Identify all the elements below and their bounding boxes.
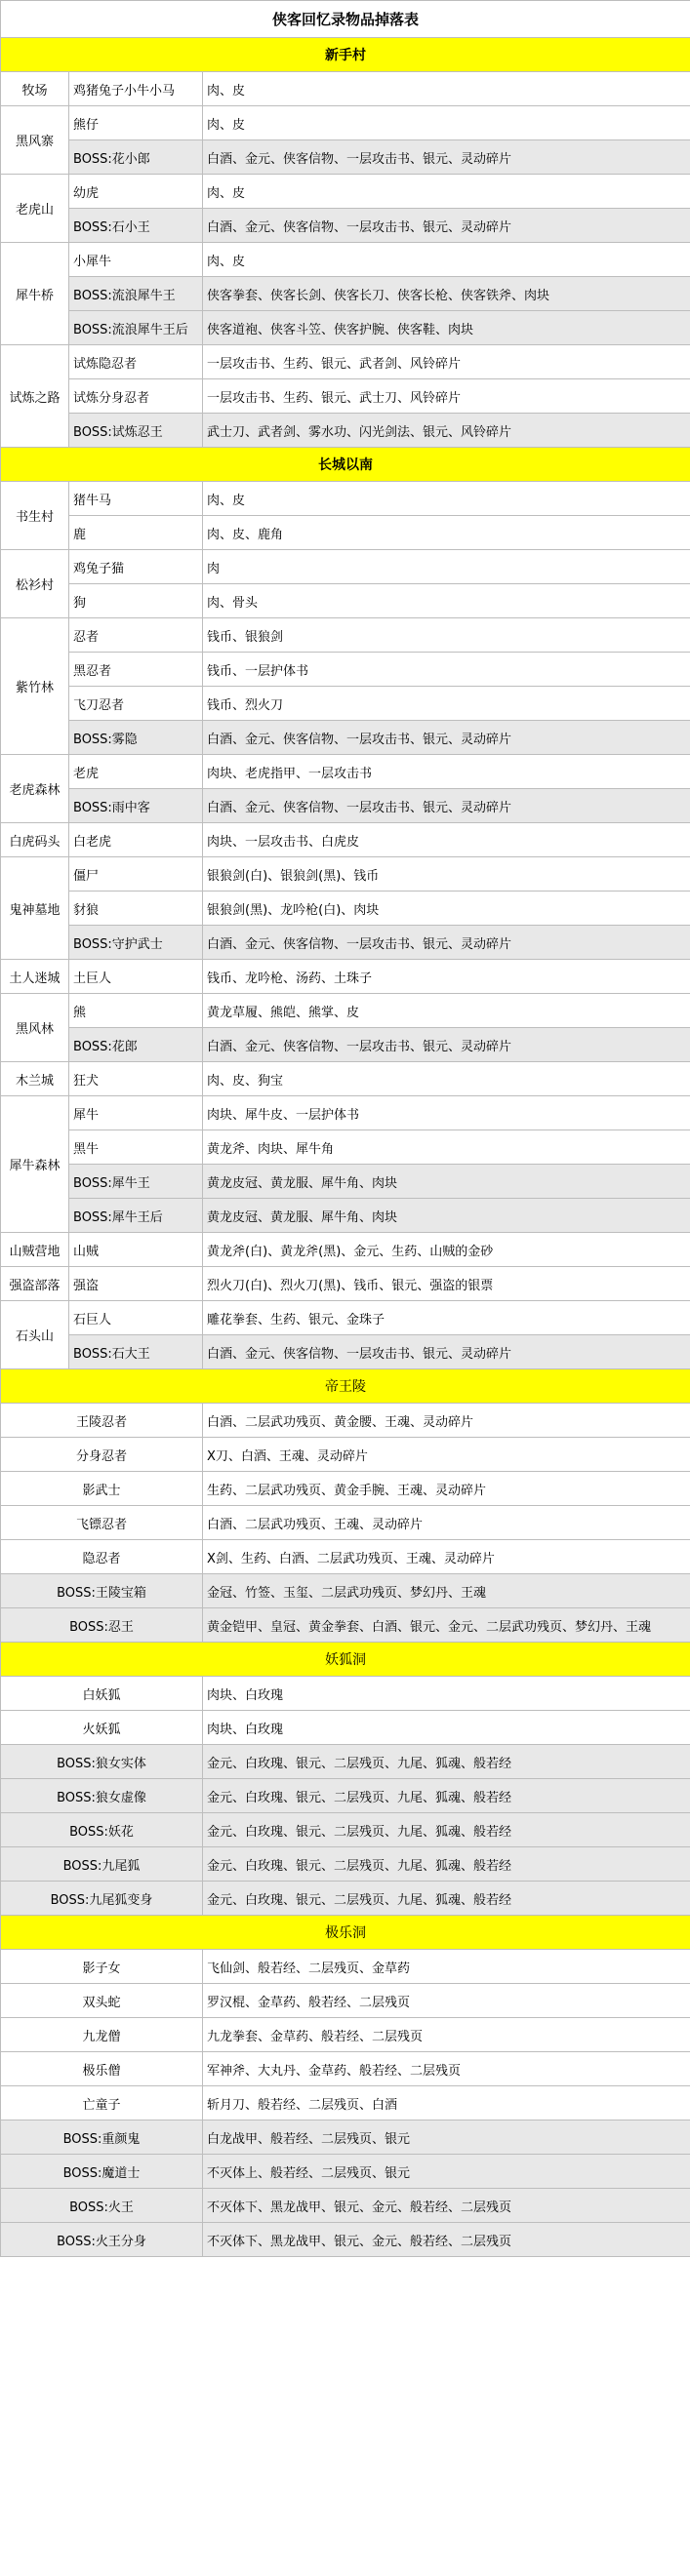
drops-cell: 生药、二层武功残页、黄金手腕、王魂、灵动碎片 (203, 1472, 690, 1506)
drops-cell: 黄龙草履、熊皑、熊掌、皮 (203, 994, 690, 1028)
table-row (1, 2120, 690, 2155)
drops-cell: 白酒、金元、侠客信物、一层攻击书、银元、灵动碎片 (203, 721, 690, 755)
table-row (1, 1028, 690, 1062)
drops-cell: 肉、皮 (203, 72, 690, 106)
table-row (1, 721, 690, 755)
monster-cell: 隐忍者 (1, 1540, 203, 1574)
monster-cell: BOSS:花郎 (69, 1028, 203, 1062)
drops-cell: 肉块、犀牛皮、一层护体书 (203, 1096, 690, 1130)
table-row (1, 1677, 690, 1711)
location-cell: 试炼之路 (1, 345, 69, 448)
table-row (1, 2189, 690, 2223)
section-header: 新手村 (1, 38, 690, 72)
monster-cell: BOSS:雾隐 (69, 721, 203, 755)
monster-cell: 试炼隐忍者 (69, 345, 203, 379)
table-row (1, 175, 690, 209)
drops-cell: 肉、皮、狗宝 (203, 1062, 690, 1096)
monster-cell: BOSS:花小郎 (69, 140, 203, 175)
section-header-row (1, 448, 690, 482)
table-row (1, 379, 690, 414)
drops-cell: 白龙战甲、般若经、二层残页、银元 (203, 2120, 690, 2155)
table-row (1, 1847, 690, 1882)
table-row (1, 687, 690, 721)
location-cell: 强盗部落 (1, 1267, 69, 1301)
drops-cell: 肉块、老虎指甲、一层攻击书 (203, 755, 690, 789)
monster-cell: 山贼 (69, 1233, 203, 1267)
monster-cell: 亡童子 (1, 2086, 203, 2120)
table-row (1, 1540, 690, 1574)
table-row (1, 1950, 690, 1984)
monster-cell: BOSS:重颜鬼 (1, 2120, 203, 2155)
table-row (1, 1506, 690, 1540)
monster-cell: 犀牛 (69, 1096, 203, 1130)
monster-cell: 飞刀忍者 (69, 687, 203, 721)
location-cell: 牧场 (1, 72, 69, 106)
drops-cell: 银狼剑(白)、银狼剑(黑)、钱币 (203, 857, 690, 892)
drops-cell: 白酒、金元、侠客信物、一层攻击书、银元、灵动碎片 (203, 1335, 690, 1369)
table-row (1, 1130, 690, 1165)
page-title: 侠客回忆录物品掉落表 (1, 1, 690, 38)
drops-cell: 肉块、白玫瑰 (203, 1677, 690, 1711)
monster-cell: BOSS:王陵宝箱 (1, 1574, 203, 1608)
drops-cell: 肉、皮 (203, 106, 690, 140)
monster-cell: BOSS:九尾狐变身 (1, 1882, 203, 1916)
table-row (1, 414, 690, 448)
monster-cell: 影子女 (1, 1950, 203, 1984)
monster-cell: 忍者 (69, 618, 203, 653)
monster-cell: 黑牛 (69, 1130, 203, 1165)
table-row (1, 550, 690, 584)
drops-cell: 飞仙剑、般若经、二层残页、金草药 (203, 1950, 690, 1984)
drops-cell: 武士刀、武者剑、雾水功、闪光剑法、银元、风铃碎片 (203, 414, 690, 448)
monster-cell: BOSS:火王 (1, 2189, 203, 2223)
monster-cell: 狂犬 (69, 1062, 203, 1096)
table-row (1, 2018, 690, 2052)
drops-cell: 不灭体下、黑龙战甲、银元、金元、般若经、二层残页 (203, 2189, 690, 2223)
drops-cell: 一层攻击书、生药、银元、武士刀、风铃碎片 (203, 379, 690, 414)
table-row (1, 584, 690, 618)
monster-cell: BOSS:石小王 (69, 209, 203, 243)
table-row (1, 1745, 690, 1779)
monster-cell: 豺狼 (69, 892, 203, 926)
drops-cell: X刀、白酒、王魂、灵动碎片 (203, 1438, 690, 1472)
drops-cell: X剑、生药、白酒、二层武功残页、王魂、灵动碎片 (203, 1540, 690, 1574)
drops-cell: 一层攻击书、生药、银元、武者剑、风铃碎片 (203, 345, 690, 379)
table-row (1, 1096, 690, 1130)
monster-cell: BOSS:犀牛王 (69, 1165, 203, 1199)
table-row (1, 209, 690, 243)
drops-cell: 白酒、二层武功残页、黄金腰、王魂、灵动碎片 (203, 1404, 690, 1438)
table-row (1, 2155, 690, 2189)
drops-cell: 雕花拳套、生药、银元、金珠子 (203, 1301, 690, 1335)
drops-cell: 金元、白玫瑰、银元、二层残页、九尾、狐魂、般若经 (203, 1779, 690, 1813)
drops-cell: 白酒、金元、侠客信物、一层攻击书、银元、灵动碎片 (203, 209, 690, 243)
table-row (1, 1165, 690, 1199)
drops-cell: 军神斧、大丸丹、金草药、般若经、二层残页 (203, 2052, 690, 2086)
drops-cell: 钱币、银狼剑 (203, 618, 690, 653)
table-row (1, 857, 690, 892)
drops-cell: 肉、皮 (203, 175, 690, 209)
monster-cell: 鸡猪兔子小牛小马 (69, 72, 203, 106)
drops-cell: 白酒、二层武功残页、王魂、灵动碎片 (203, 1506, 690, 1540)
drops-cell: 黄龙皮冠、黄龙服、犀牛角、肉块 (203, 1165, 690, 1199)
table-row (1, 243, 690, 277)
table-row (1, 823, 690, 857)
table-row (1, 1711, 690, 1745)
table-row (1, 516, 690, 550)
section-header-row (1, 1643, 690, 1677)
table-row (1, 1608, 690, 1643)
drops-cell: 斩月刀、般若经、二层残页、白酒 (203, 2086, 690, 2120)
drops-cell: 黄金铠甲、皇冠、黄金拳套、白酒、银元、金元、二层武功残页、梦幻丹、王魂 (203, 1608, 690, 1643)
location-cell: 犀牛桥 (1, 243, 69, 345)
drops-cell: 烈火刀(白)、烈火刀(黑)、钱币、银元、强盗的银票 (203, 1267, 690, 1301)
location-cell: 书生村 (1, 482, 69, 550)
table-row (1, 2086, 690, 2120)
drops-cell: 金元、白玫瑰、银元、二层残页、九尾、狐魂、般若经 (203, 1745, 690, 1779)
location-cell: 犀牛森林 (1, 1096, 69, 1233)
drops-cell: 肉、皮、鹿角 (203, 516, 690, 550)
monster-cell: BOSS:流浪犀牛王 (69, 277, 203, 311)
table-row (1, 960, 690, 994)
table-row (1, 2052, 690, 2086)
monster-cell: 试炼分身忍者 (69, 379, 203, 414)
drops-cell: 罗汉棍、金草药、般若经、二层残页 (203, 1984, 690, 2018)
monster-cell: 石巨人 (69, 1301, 203, 1335)
monster-cell: 强盗 (69, 1267, 203, 1301)
table-row (1, 1267, 690, 1301)
monster-cell: 熊 (69, 994, 203, 1028)
location-cell: 松衫村 (1, 550, 69, 618)
monster-cell: 影武士 (1, 1472, 203, 1506)
location-cell: 黑风寨 (1, 106, 69, 175)
table-row (1, 1335, 690, 1369)
monster-cell: 鸡兔子猫 (69, 550, 203, 584)
monster-cell: 九龙僧 (1, 2018, 203, 2052)
drops-cell: 白酒、金元、侠客信物、一层攻击书、银元、灵动碎片 (203, 1028, 690, 1062)
monster-cell: 熊仔 (69, 106, 203, 140)
drops-cell: 肉块、一层攻击书、白虎皮 (203, 823, 690, 857)
table-row (1, 1574, 690, 1608)
drops-cell: 白酒、金元、侠客信物、一层攻击书、银元、灵动碎片 (203, 926, 690, 960)
drops-cell: 金元、白玫瑰、银元、二层残页、九尾、狐魂、般若经 (203, 1813, 690, 1847)
drops-cell: 金元、白玫瑰、银元、二层残页、九尾、狐魂、般若经 (203, 1882, 690, 1916)
monster-cell: BOSS:忍王 (1, 1608, 203, 1643)
monster-cell: BOSS:狼女实体 (1, 1745, 203, 1779)
monster-cell: 火妖狐 (1, 1711, 203, 1745)
table-row (1, 1438, 690, 1472)
monster-cell: BOSS:石大王 (69, 1335, 203, 1369)
location-cell: 老虎森林 (1, 755, 69, 823)
drops-cell: 金元、白玫瑰、银元、二层残页、九尾、狐魂、般若经 (203, 1847, 690, 1882)
monster-cell: 幼虎 (69, 175, 203, 209)
location-cell: 白虎码头 (1, 823, 69, 857)
monster-cell: 王陵忍者 (1, 1404, 203, 1438)
drops-cell: 钱币、龙吟枪、汤药、土珠子 (203, 960, 690, 994)
drops-cell: 白酒、金元、侠客信物、一层攻击书、银元、灵动碎片 (203, 789, 690, 823)
table-row (1, 72, 690, 106)
monster-cell: BOSS:魔道士 (1, 2155, 203, 2189)
table-row (1, 345, 690, 379)
drops-cell: 肉 (203, 550, 690, 584)
monster-cell: 狗 (69, 584, 203, 618)
drops-cell: 九龙拳套、金草药、般若经、二层残页 (203, 2018, 690, 2052)
drops-cell: 肉、骨头 (203, 584, 690, 618)
table-row (1, 1472, 690, 1506)
monster-cell: BOSS:妖花 (1, 1813, 203, 1847)
monster-cell: 飞镖忍者 (1, 1506, 203, 1540)
table-row (1, 1233, 690, 1267)
location-cell: 鬼神墓地 (1, 857, 69, 960)
monster-cell: BOSS:九尾狐 (1, 1847, 203, 1882)
monster-cell: 双头蛇 (1, 1984, 203, 2018)
monster-cell: 白老虎 (69, 823, 203, 857)
monster-cell: 鹿 (69, 516, 203, 550)
drops-cell: 银狼剑(黑)、龙吟枪(白)、肉块 (203, 892, 690, 926)
section-header-row (1, 38, 690, 72)
drops-cell: 黄龙斧、肉块、犀牛角 (203, 1130, 690, 1165)
monster-cell: BOSS:流浪犀牛王后 (69, 311, 203, 345)
table-title-row (1, 1, 690, 38)
drops-cell: 不灭体上、般若经、二层残页、银元 (203, 2155, 690, 2189)
drop-table-body (1, 1, 690, 2257)
location-cell: 老虎山 (1, 175, 69, 243)
table-row (1, 789, 690, 823)
monster-cell: 白妖狐 (1, 1677, 203, 1711)
monster-cell: 僵尸 (69, 857, 203, 892)
monster-cell: BOSS:火王分身 (1, 2223, 203, 2257)
section-header: 妖狐洞 (1, 1643, 690, 1677)
drops-cell: 金冠、竹签、玉玺、二层武功残页、梦幻丹、王魂 (203, 1574, 690, 1608)
table-row (1, 140, 690, 175)
table-row (1, 482, 690, 516)
monster-cell: 土巨人 (69, 960, 203, 994)
monster-cell: 猪牛马 (69, 482, 203, 516)
location-cell: 紫竹林 (1, 618, 69, 755)
monster-cell: 极乐僧 (1, 2052, 203, 2086)
section-header: 极乐洞 (1, 1916, 690, 1950)
table-row (1, 1779, 690, 1813)
table-row (1, 2223, 690, 2257)
location-cell: 石头山 (1, 1301, 69, 1369)
table-row (1, 106, 690, 140)
table-row (1, 755, 690, 789)
drops-cell: 钱币、烈火刀 (203, 687, 690, 721)
drops-cell: 黄龙皮冠、黄龙服、犀牛角、肉块 (203, 1199, 690, 1233)
table-row (1, 1984, 690, 2018)
location-cell: 土人迷城 (1, 960, 69, 994)
table-row (1, 618, 690, 653)
drops-cell: 肉块、白玫瑰 (203, 1711, 690, 1745)
drops-cell: 肉、皮 (203, 243, 690, 277)
location-cell: 山贼营地 (1, 1233, 69, 1267)
drops-cell: 侠客道袍、侠客斗笠、侠客护腕、侠客鞋、肉块 (203, 311, 690, 345)
monster-cell: BOSS:犀牛王后 (69, 1199, 203, 1233)
drops-cell: 不灭体下、黑龙战甲、银元、金元、般若经、二层残页 (203, 2223, 690, 2257)
drops-cell: 侠客拳套、侠客长剑、侠客长刀、侠客长枪、侠客铁斧、肉块 (203, 277, 690, 311)
monster-cell: 分身忍者 (1, 1438, 203, 1472)
monster-cell: BOSS:狼女虚像 (1, 1779, 203, 1813)
drops-cell: 黄龙斧(白)、黄龙斧(黑)、金元、生药、山贼的金砂 (203, 1233, 690, 1267)
table-row (1, 1199, 690, 1233)
monster-cell: BOSS:试炼忍王 (69, 414, 203, 448)
monster-cell: 小犀牛 (69, 243, 203, 277)
table-row (1, 1882, 690, 1916)
monster-cell: 黑忍者 (69, 653, 203, 687)
table-row (1, 892, 690, 926)
table-row (1, 277, 690, 311)
table-row (1, 653, 690, 687)
section-header-row (1, 1369, 690, 1404)
table-row (1, 1404, 690, 1438)
table-row (1, 1813, 690, 1847)
location-cell: 黑风林 (1, 994, 69, 1062)
monster-cell: BOSS:守护武士 (69, 926, 203, 960)
table-row (1, 1062, 690, 1096)
monster-cell: BOSS:雨中客 (69, 789, 203, 823)
monster-cell: 老虎 (69, 755, 203, 789)
section-header-row (1, 1916, 690, 1950)
table-row (1, 926, 690, 960)
location-cell: 木兰城 (1, 1062, 69, 1096)
table-row (1, 1301, 690, 1335)
drops-cell: 肉、皮 (203, 482, 690, 516)
section-header: 帝王陵 (1, 1369, 690, 1404)
table-row (1, 311, 690, 345)
table-row (1, 994, 690, 1028)
section-header: 长城以南 (1, 448, 690, 482)
drops-cell: 白酒、金元、侠客信物、一层攻击书、银元、灵动碎片 (203, 140, 690, 175)
drops-cell: 钱币、一层护体书 (203, 653, 690, 687)
